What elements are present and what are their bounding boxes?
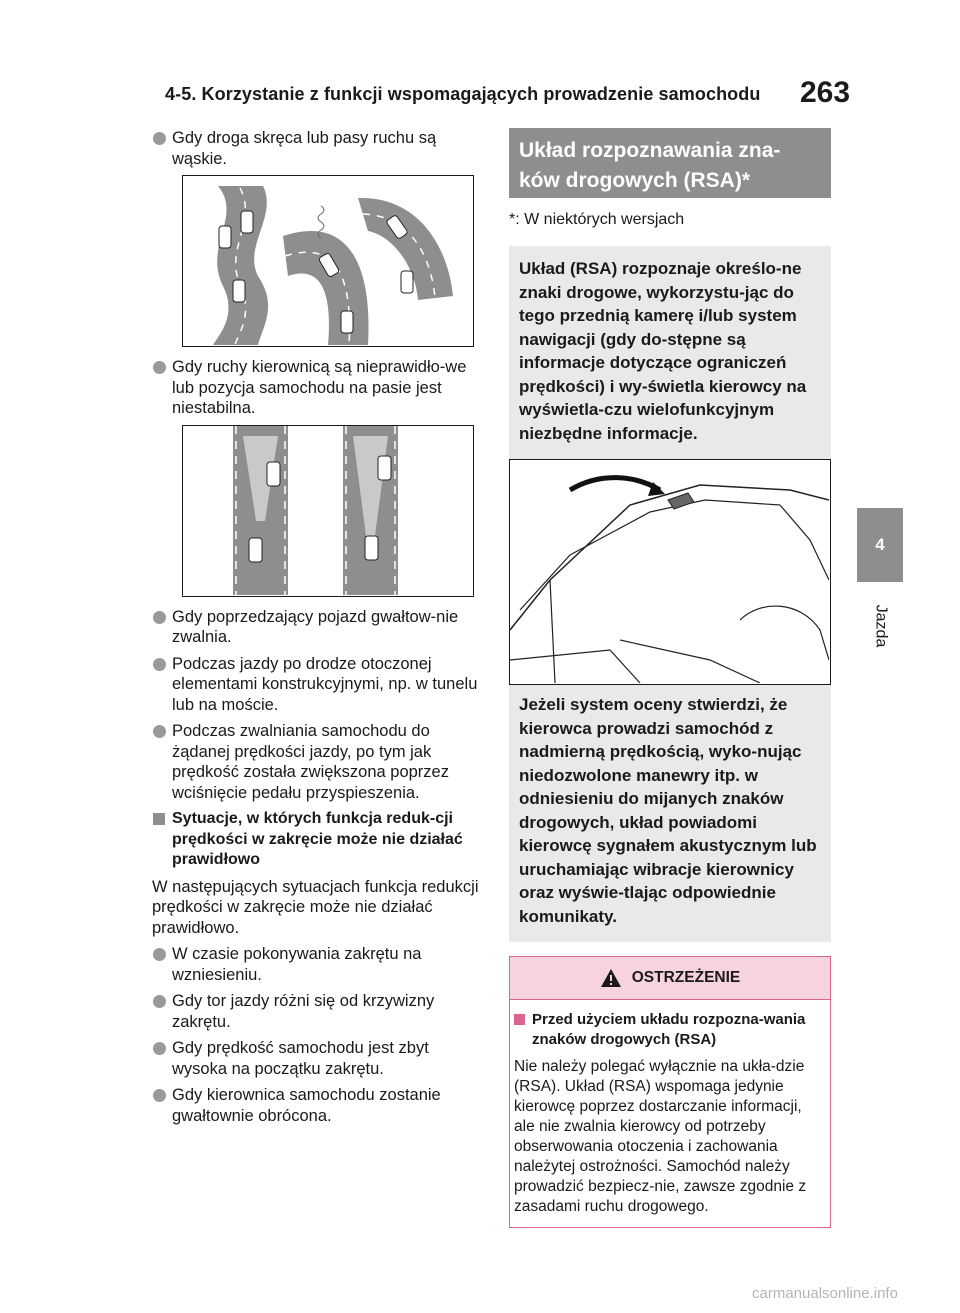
bullet-item	[152, 607, 482, 648]
warning-header	[510, 957, 830, 1000]
front-camera-illustration	[509, 459, 831, 685]
warning-triangle-icon	[600, 968, 622, 988]
bullet-text: Podczas zwalniania samochodu do żądanej prędkości jazdy, po tym jak prędkość została zwiększona poprzez wciśnięcie pedału przyspieszenia.	[172, 722, 449, 802]
bullet-dot-icon	[153, 361, 166, 374]
chapter-label-text: Jazda	[872, 604, 890, 648]
left-column	[152, 128, 482, 1132]
chapter-tab[interactable]	[857, 508, 903, 582]
summary-text: Układ (RSA) rozpoznaje określo-ne znaki drogowe, wykorzystu-jąc do tego przednią kamerę i/lub system nawigacji (gdy do-stępne są informacje dotyczące ograniczeń prędkości) i wy-świetla kierowcy na wyświetla-czu wielofunkcyjnym niezbędne informacje.	[519, 259, 807, 443]
curved-road-icon	[183, 176, 472, 345]
right-column	[509, 128, 831, 1228]
section-heading: Układ rozpoznawania zna-ków drogowych (RSA)*	[509, 128, 831, 198]
bullet-item	[152, 128, 482, 169]
lane-road-icon	[183, 426, 472, 595]
summary-box	[509, 246, 831, 459]
bullet-item	[152, 721, 482, 803]
warning-subheading	[514, 1010, 826, 1050]
page-number: 263	[800, 76, 851, 109]
paragraph: W następujących sytuacjach funkcja redukcji prędkości w zakręcie może nie działać prawidłowo.	[152, 877, 479, 937]
bullet-dot-icon	[153, 1089, 166, 1102]
warning-box	[509, 956, 831, 1228]
bullet-item	[152, 944, 482, 985]
lane-position-illustration	[182, 425, 474, 597]
bullet-text: Gdy ruchy kierownicą są nieprawidło-we lub pozycja samochodu na pasie jest niestabilna.	[172, 358, 467, 417]
bullet-item	[152, 991, 482, 1032]
subsection-heading	[152, 809, 482, 871]
chapter-label	[862, 596, 898, 656]
square-marker-icon	[514, 1014, 525, 1025]
bullet-item	[152, 1085, 482, 1126]
footnote: *: W niektórych wersjach	[509, 211, 685, 228]
bullet-dot-icon	[153, 658, 166, 671]
bullet-item	[152, 654, 482, 716]
bullet-text: Podczas jazdy po drodze otoczonej elementami konstrukcyjnymi, np. w tunelu lub na moście.	[172, 654, 478, 714]
page-header-title: 4-5. Korzystanie z funkcji wspomagających prowadzenie samochodu	[165, 84, 761, 104]
bullet-text: Gdy tor jazdy różni się od krzywizny zakrętu.	[172, 992, 435, 1031]
bullet-dot-icon	[153, 725, 166, 738]
subsection-heading-text: Sytuacje, w których funkcja reduk-cji prędkości w zakręcie może nie działać prawidłowo	[172, 810, 463, 868]
curved-road-illustration	[182, 175, 474, 347]
bullet-dot-icon	[153, 995, 166, 1008]
windshield-camera-icon	[510, 460, 829, 683]
square-marker-icon	[153, 813, 165, 825]
bullet-dot-icon	[153, 132, 166, 145]
summary-box	[509, 685, 831, 942]
bullet-text: W czasie pokonywania zakrętu na wzniesieniu.	[172, 945, 422, 984]
warning-subheading-text: Przed użyciem układu rozpozna-wania znaków drogowych (RSA)	[532, 1011, 806, 1048]
watermark: carmanualsonline.info	[752, 1285, 898, 1302]
chapter-number: 4	[875, 535, 885, 554]
bullet-item	[152, 1038, 482, 1079]
warning-title: OSTRZEŻENIE	[631, 969, 741, 986]
bullet-text: Gdy kierownica samochodu zostanie gwałtownie obrócona.	[172, 1086, 441, 1125]
bullet-dot-icon	[153, 611, 166, 624]
bullet-text: Gdy droga skręca lub pasy ruchu są wąskie.	[172, 129, 437, 168]
bullet-dot-icon	[153, 1042, 166, 1055]
warning-text: Nie należy polegać wyłącznie na ukła-dzie (RSA). Układ (RSA) wspomaga jedynie kierowcę poprzez dostarczanie informacji, ale nie zwalnia kierowcy od potrzeby obserwowania otoczenia i zachowania należytej ostrożności. Samochód należy prowadzić bezpiecz-nie, zawsze zgodnie z zasadami ruchu drogowego.	[514, 1058, 807, 1215]
bullet-text: Gdy prędkość samochodu jest zbyt wysoka na początku zakrętu.	[172, 1039, 429, 1078]
summary-text: Jeżeli system oceny stwierdzi, że kierowca prowadzi samochód z nadmierną prędkością, wyko-nując niedozwolone manewry itp. w odniesieniu do mijanych znaków drogowych, układ powiadomi kierowcę sygnałem akustycznym lub uruchamiając wibracje kierownicy oraz wyświe-tlając odpowiednie komunikaty.	[519, 695, 817, 926]
bullet-item	[152, 357, 482, 419]
warning-body	[510, 1000, 830, 1227]
bullet-text: Gdy poprzedzający pojazd gwałtow-nie zwalnia.	[172, 607, 459, 646]
bullet-dot-icon	[153, 948, 166, 961]
